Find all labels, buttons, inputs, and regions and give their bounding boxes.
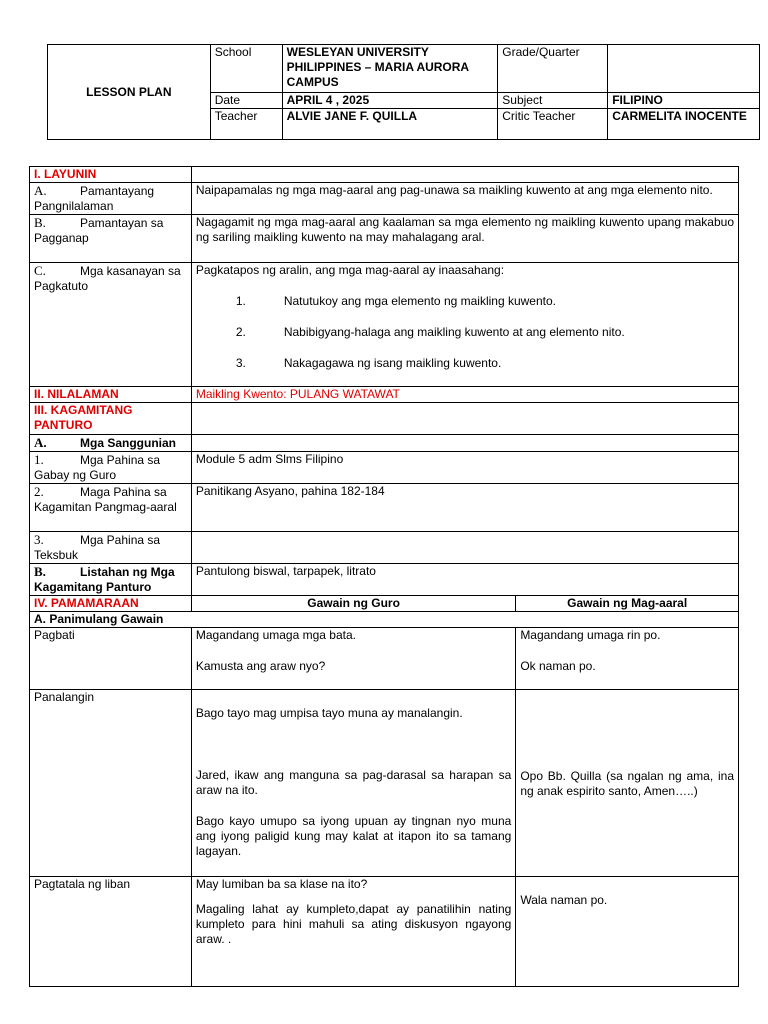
table-row bbox=[30, 877, 739, 987]
table-row bbox=[30, 690, 739, 877]
critic-value: CARMELITA INOCENTE bbox=[608, 109, 760, 140]
kagamitan-b-label: B. Listahan ng Mga Kagamitang Panturo bbox=[30, 564, 192, 596]
nilalaman-value: Maikling Kwento: PULANG WATAWAT bbox=[191, 387, 738, 403]
panimulang-gawain-title: A. Panimulang Gawain bbox=[30, 612, 739, 628]
mag-aaral-line: Magandang umaga rin po. bbox=[520, 628, 661, 642]
teacher-value: ALVIE JANE F. QUILLA bbox=[282, 109, 498, 140]
main-table bbox=[29, 166, 739, 987]
subject-value: FILIPINO bbox=[608, 93, 760, 109]
kagamitan-r2-label: 2. Maga Pahina sa Kagamitan Pangmag-aaral bbox=[30, 484, 192, 532]
kagamitan-r3-label: 3. Mga Pahina sa Teksbuk bbox=[30, 532, 192, 564]
kagamitan-r1-value: Module 5 adm Slms Filipino bbox=[191, 452, 738, 484]
guro-line: Bago kayo umupo sa iyong upuan ay tingnan nyo muna ang iyong paligid kung may kalat at itapon ito sa tamang lagayan. bbox=[195, 814, 512, 858]
kagamitan-title: III. KAGAMITANG PANTURO bbox=[30, 403, 192, 435]
mag-aaral-line: Wala naman po. bbox=[520, 893, 608, 907]
school-value: WESLEYAN UNIVERSITY PHILIPPINES – MARIA AURORA CAMPUS bbox=[282, 45, 498, 93]
date-label: Date bbox=[210, 93, 282, 109]
nilalaman-title: II. NILALAMAN bbox=[30, 387, 192, 403]
kagamitan-b-value: Pantulong biswal, tarpapek, litrato bbox=[191, 564, 738, 596]
mag-aaral-cell bbox=[516, 690, 739, 877]
layunin-c-text bbox=[191, 263, 738, 387]
row-label: Pagbati bbox=[30, 628, 192, 690]
subject-label: Subject bbox=[498, 93, 608, 109]
school-label: School bbox=[210, 45, 282, 93]
list-item: 2. Nabibigyang-halaga ang maikling kuwento at ang elemento nito. bbox=[235, 325, 625, 339]
guro-line: Magandang umaga mga bata. bbox=[195, 628, 356, 642]
col-guro-header: Gawain ng Guro bbox=[191, 596, 515, 612]
guro-cell bbox=[191, 628, 515, 690]
kagamitan-r1-label: 1. Mga Pahina sa Gabay ng Guro bbox=[30, 452, 192, 484]
lesson-plan-title: LESSON PLAN bbox=[48, 45, 211, 140]
layunin-title: I. LAYUNIN bbox=[30, 167, 192, 183]
table-row bbox=[30, 628, 739, 690]
header-table bbox=[47, 44, 760, 140]
layunin-c-intro: Pagkatapos ng aralin, ang mga mag-aaral ay inaasahang: bbox=[195, 263, 505, 277]
date-value: APRIL 4 , 2025 bbox=[282, 93, 498, 109]
list-item: 3. Nakagagawa ng isang maikling kuwento. bbox=[235, 356, 502, 370]
mag-aaral-line: Opo Bb. Quilla (sa ngalan ng ama, ina ng anak espirito santo, Amen…..) bbox=[520, 769, 734, 798]
guro-line: Jared, ikaw ang manguna sa pag-darasal sa harapan sa araw na ito. bbox=[195, 768, 512, 797]
guro-line: Kamusta ang araw nyo? bbox=[195, 659, 326, 673]
kagamitan-r2-value: Panitikang Asyano, pahina 182-184 bbox=[191, 484, 738, 532]
kagamitan-a-label: A. Mga Sanggunian bbox=[30, 435, 192, 452]
mag-aaral-cell bbox=[516, 877, 739, 987]
kagamitan-r3-value bbox=[191, 532, 738, 564]
pamamaraan-title: IV. PAMAMARAAN bbox=[30, 596, 192, 612]
mag-aaral-cell bbox=[516, 628, 739, 690]
layunin-c-label: C. Mga kasanayan sa Pagkatuto bbox=[30, 263, 192, 387]
grade-value bbox=[608, 45, 760, 93]
guro-line: Magaling lahat ay kumpleto,dapat ay panatilihin nating kumpleto para hini mahuli sa ating diskusyon ngayong araw. . bbox=[195, 902, 512, 946]
critic-label: Critic Teacher bbox=[498, 109, 608, 140]
layunin-a-text: Naipapamalas ng mga mag-aaral ang pag-unawa sa maikling kuwento at ang mga elemento nito. bbox=[191, 183, 738, 215]
col-mag-aaral-header: Gawain ng Mag-aaral bbox=[516, 596, 739, 612]
layunin-b-text: Nagagamit ng mga mag-aaral ang kaalaman sa mga elemento ng maikling kuwento upang makabuo ng sariling maikling kuwento na may mahalagang aral. bbox=[191, 215, 738, 263]
guro-line: Bago tayo mag umpisa tayo muna ay manalangin. bbox=[195, 706, 463, 720]
mag-aaral-line: Ok naman po. bbox=[520, 659, 596, 673]
row-label: Panalangin bbox=[30, 690, 192, 877]
list-item: 1. Natutukoy ang mga elemento ng maikling kuwento. bbox=[235, 294, 556, 308]
layunin-c-list bbox=[196, 294, 734, 371]
guro-line: May lumiban ba sa klase na ito? bbox=[195, 877, 368, 891]
teacher-label: Teacher bbox=[210, 109, 282, 140]
layunin-b-label: B. Pamantayan sa Pagganap bbox=[30, 215, 192, 263]
guro-cell bbox=[191, 877, 515, 987]
guro-cell bbox=[191, 690, 515, 877]
row-label: Pagtatala ng liban bbox=[30, 877, 192, 987]
layunin-a-label: A. Pamantayang Pangnilalaman bbox=[30, 183, 192, 215]
grade-label: Grade/Quarter bbox=[498, 45, 608, 93]
